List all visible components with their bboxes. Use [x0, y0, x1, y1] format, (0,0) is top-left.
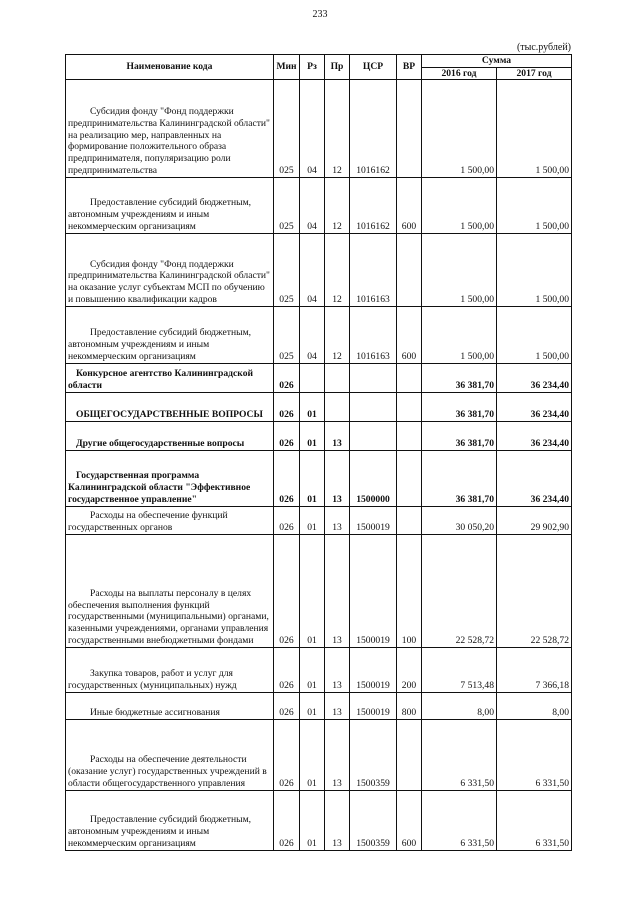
cell-2017: 29 902,90 — [497, 507, 572, 535]
cell-vr — [397, 720, 422, 791]
cell-2017: 22 528,72 — [497, 535, 572, 648]
cell-pr: 12 — [325, 234, 350, 307]
table-row — [66, 720, 572, 791]
table-row — [66, 535, 572, 648]
header-min: Мин — [274, 55, 300, 80]
cell-csr — [350, 364, 397, 393]
table-row — [66, 307, 572, 364]
cell-rz: 01 — [300, 451, 325, 507]
header-2017: 2017 год — [497, 67, 572, 80]
cell-rz: 04 — [300, 234, 325, 307]
table-row — [66, 393, 572, 422]
cell-pr: 13 — [325, 451, 350, 507]
cell-vr — [397, 393, 422, 422]
table-row — [66, 80, 572, 178]
cell-min: 025 — [274, 80, 300, 178]
cell-2016: 36 381,70 — [422, 393, 497, 422]
cell-pr: 13 — [325, 507, 350, 535]
cell-vr: 200 — [397, 648, 422, 693]
cell-vr: 600 — [397, 791, 422, 851]
cell-rz: 01 — [300, 393, 325, 422]
cell-2016: 1 500,00 — [422, 178, 497, 234]
cell-pr — [325, 364, 350, 393]
row-name: Иные бюджетные ассигнования — [90, 706, 220, 718]
cell-min: 026 — [274, 693, 300, 720]
cell-pr: 13 — [325, 535, 350, 648]
cell-2017: 6 331,50 — [497, 720, 572, 791]
cell-pr: 13 — [325, 648, 350, 693]
cell-2017: 36 234,40 — [497, 451, 572, 507]
cell-2017: 1 500,00 — [497, 234, 572, 307]
cell-vr — [397, 422, 422, 451]
table-row — [66, 648, 572, 693]
cell-vr: 800 — [397, 693, 422, 720]
cell-min: 025 — [274, 234, 300, 307]
cell-min: 026 — [274, 507, 300, 535]
cell-min: 026 — [274, 648, 300, 693]
cell-csr: 1016162 — [350, 178, 397, 234]
cell-2017: 1 500,00 — [497, 307, 572, 364]
row-name: Государственная программа Калининградской области "Эффективное государственное управление" — [68, 470, 251, 505]
cell-csr: 1016162 — [350, 80, 397, 178]
header-name: Наименование кода — [66, 55, 274, 80]
cell-pr: 13 — [325, 422, 350, 451]
cell-2016: 8,00 — [422, 693, 497, 720]
cell-2016: 22 528,72 — [422, 535, 497, 648]
units-label: (тыс.рублей) — [516, 42, 571, 53]
row-name: Расходы на обеспечение функций государственных органов — [68, 510, 228, 533]
cell-rz: 01 — [300, 507, 325, 535]
cell-min: 026 — [274, 364, 300, 393]
row-name: Другие общегосударственные вопросы — [76, 437, 245, 449]
cell-rz: 04 — [300, 178, 325, 234]
cell-rz: 01 — [300, 422, 325, 451]
cell-csr: 1500359 — [350, 720, 397, 791]
header-pr: Пр — [325, 55, 350, 80]
header-vr: ВР — [397, 55, 422, 80]
cell-2017: 36 234,40 — [497, 364, 572, 393]
cell-2016: 6 331,50 — [422, 720, 497, 791]
cell-2016: 6 331,50 — [422, 791, 497, 851]
cell-pr: 13 — [325, 791, 350, 851]
cell-2016: 1 500,00 — [422, 80, 497, 178]
cell-csr: 1500359 — [350, 791, 397, 851]
table-row — [66, 234, 572, 307]
cell-2016: 36 381,70 — [422, 364, 497, 393]
cell-min: 026 — [274, 720, 300, 791]
table-row — [66, 451, 572, 507]
cell-vr — [397, 451, 422, 507]
cell-2017: 1 500,00 — [497, 80, 572, 178]
cell-pr: 12 — [325, 178, 350, 234]
row-name: ОБЩЕГОСУДАРСТВЕННЫЕ ВОПРОСЫ — [76, 408, 263, 420]
cell-pr: 13 — [325, 720, 350, 791]
cell-2017: 6 331,50 — [497, 791, 572, 851]
cell-min: 025 — [274, 307, 300, 364]
cell-min: 025 — [274, 178, 300, 234]
cell-vr: 100 — [397, 535, 422, 648]
cell-rz: 04 — [300, 80, 325, 178]
cell-2017: 36 234,40 — [497, 422, 572, 451]
cell-vr — [397, 364, 422, 393]
cell-pr — [325, 393, 350, 422]
row-name: Закупка товаров, работ и услуг для государственных (муниципальных) нужд — [68, 668, 237, 691]
cell-min: 026 — [274, 535, 300, 648]
row-name: Конкурсное агентство Калининградской области — [68, 368, 254, 391]
cell-2016: 30 050,20 — [422, 507, 497, 535]
cell-min: 026 — [274, 451, 300, 507]
cell-min: 026 — [274, 422, 300, 451]
header-sum: Сумма — [422, 55, 572, 68]
budget-table — [65, 54, 572, 851]
cell-csr: 1016163 — [350, 307, 397, 364]
cell-vr: 600 — [397, 307, 422, 364]
cell-csr: 1500019 — [350, 693, 397, 720]
cell-2016: 36 381,70 — [422, 451, 497, 507]
row-name: Предоставление субсидий бюджетным, автономным учреждениям и иным некоммерческим организациям — [68, 197, 252, 232]
cell-min: 026 — [274, 393, 300, 422]
cell-csr: 1500019 — [350, 507, 397, 535]
cell-csr — [350, 422, 397, 451]
cell-rz: 01 — [300, 791, 325, 851]
cell-vr — [397, 234, 422, 307]
table-row — [66, 178, 572, 234]
cell-2017: 8,00 — [497, 693, 572, 720]
table-row — [66, 791, 572, 851]
header-2016: 2016 год — [422, 67, 497, 80]
cell-vr: 600 — [397, 178, 422, 234]
page-number: 233 — [312, 9, 328, 20]
cell-csr — [350, 393, 397, 422]
table-row — [66, 364, 572, 393]
cell-csr: 1500000 — [350, 451, 397, 507]
cell-rz: 01 — [300, 535, 325, 648]
cell-2016: 1 500,00 — [422, 234, 497, 307]
cell-vr — [397, 507, 422, 535]
cell-rz: 01 — [300, 720, 325, 791]
cell-pr: 12 — [325, 307, 350, 364]
cell-rz: 01 — [300, 693, 325, 720]
header-rz: Рз — [300, 55, 325, 80]
row-name: Субсидия фонду "Фонд поддержки предпринимательства Калининградской области" на оказание услуг субъектам МСП по обучению и повышению квалификации кадров — [68, 258, 270, 305]
cell-2017: 1 500,00 — [497, 178, 572, 234]
row-name: Расходы на обеспечение деятельности (оказание услуг) государственных учреждений в области общегосударственного управления — [68, 754, 267, 789]
cell-min: 026 — [274, 791, 300, 851]
cell-2017: 36 234,40 — [497, 393, 572, 422]
cell-csr: 1500019 — [350, 648, 397, 693]
cell-rz — [300, 364, 325, 393]
cell-csr: 1500019 — [350, 535, 397, 648]
row-name: Предоставление субсидий бюджетным, автономным учреждениям и иным некоммерческим организациям — [68, 814, 252, 849]
table-row — [66, 422, 572, 451]
cell-csr: 1016163 — [350, 234, 397, 307]
cell-rz: 01 — [300, 648, 325, 693]
row-name: Предоставление субсидий бюджетным, автономным учреждениям и иным некоммерческим организациям — [68, 327, 252, 362]
cell-pr: 12 — [325, 80, 350, 178]
cell-pr: 13 — [325, 693, 350, 720]
cell-rz: 04 — [300, 307, 325, 364]
cell-vr — [397, 80, 422, 178]
table-row — [66, 507, 572, 535]
row-name: Субсидия фонду "Фонд поддержки предпринимательства Калининградской области" на реализацию мер, направленных на формирование положительного образа предпринимателя, популяризацию роли предпринимательства — [68, 106, 270, 176]
cell-2017: 7 366,18 — [497, 648, 572, 693]
row-name: Расходы на выплаты персоналу в целях обеспечения выполнения функций государственными (муниципальными) органами, казенными учреждениями, органами управления государственными внебюджетными фондами — [68, 587, 269, 646]
cell-2016: 1 500,00 — [422, 307, 497, 364]
cell-2016: 36 381,70 — [422, 422, 497, 451]
header-csr: ЦСР — [350, 55, 397, 80]
cell-2016: 7 513,48 — [422, 648, 497, 693]
table-row — [66, 693, 572, 720]
